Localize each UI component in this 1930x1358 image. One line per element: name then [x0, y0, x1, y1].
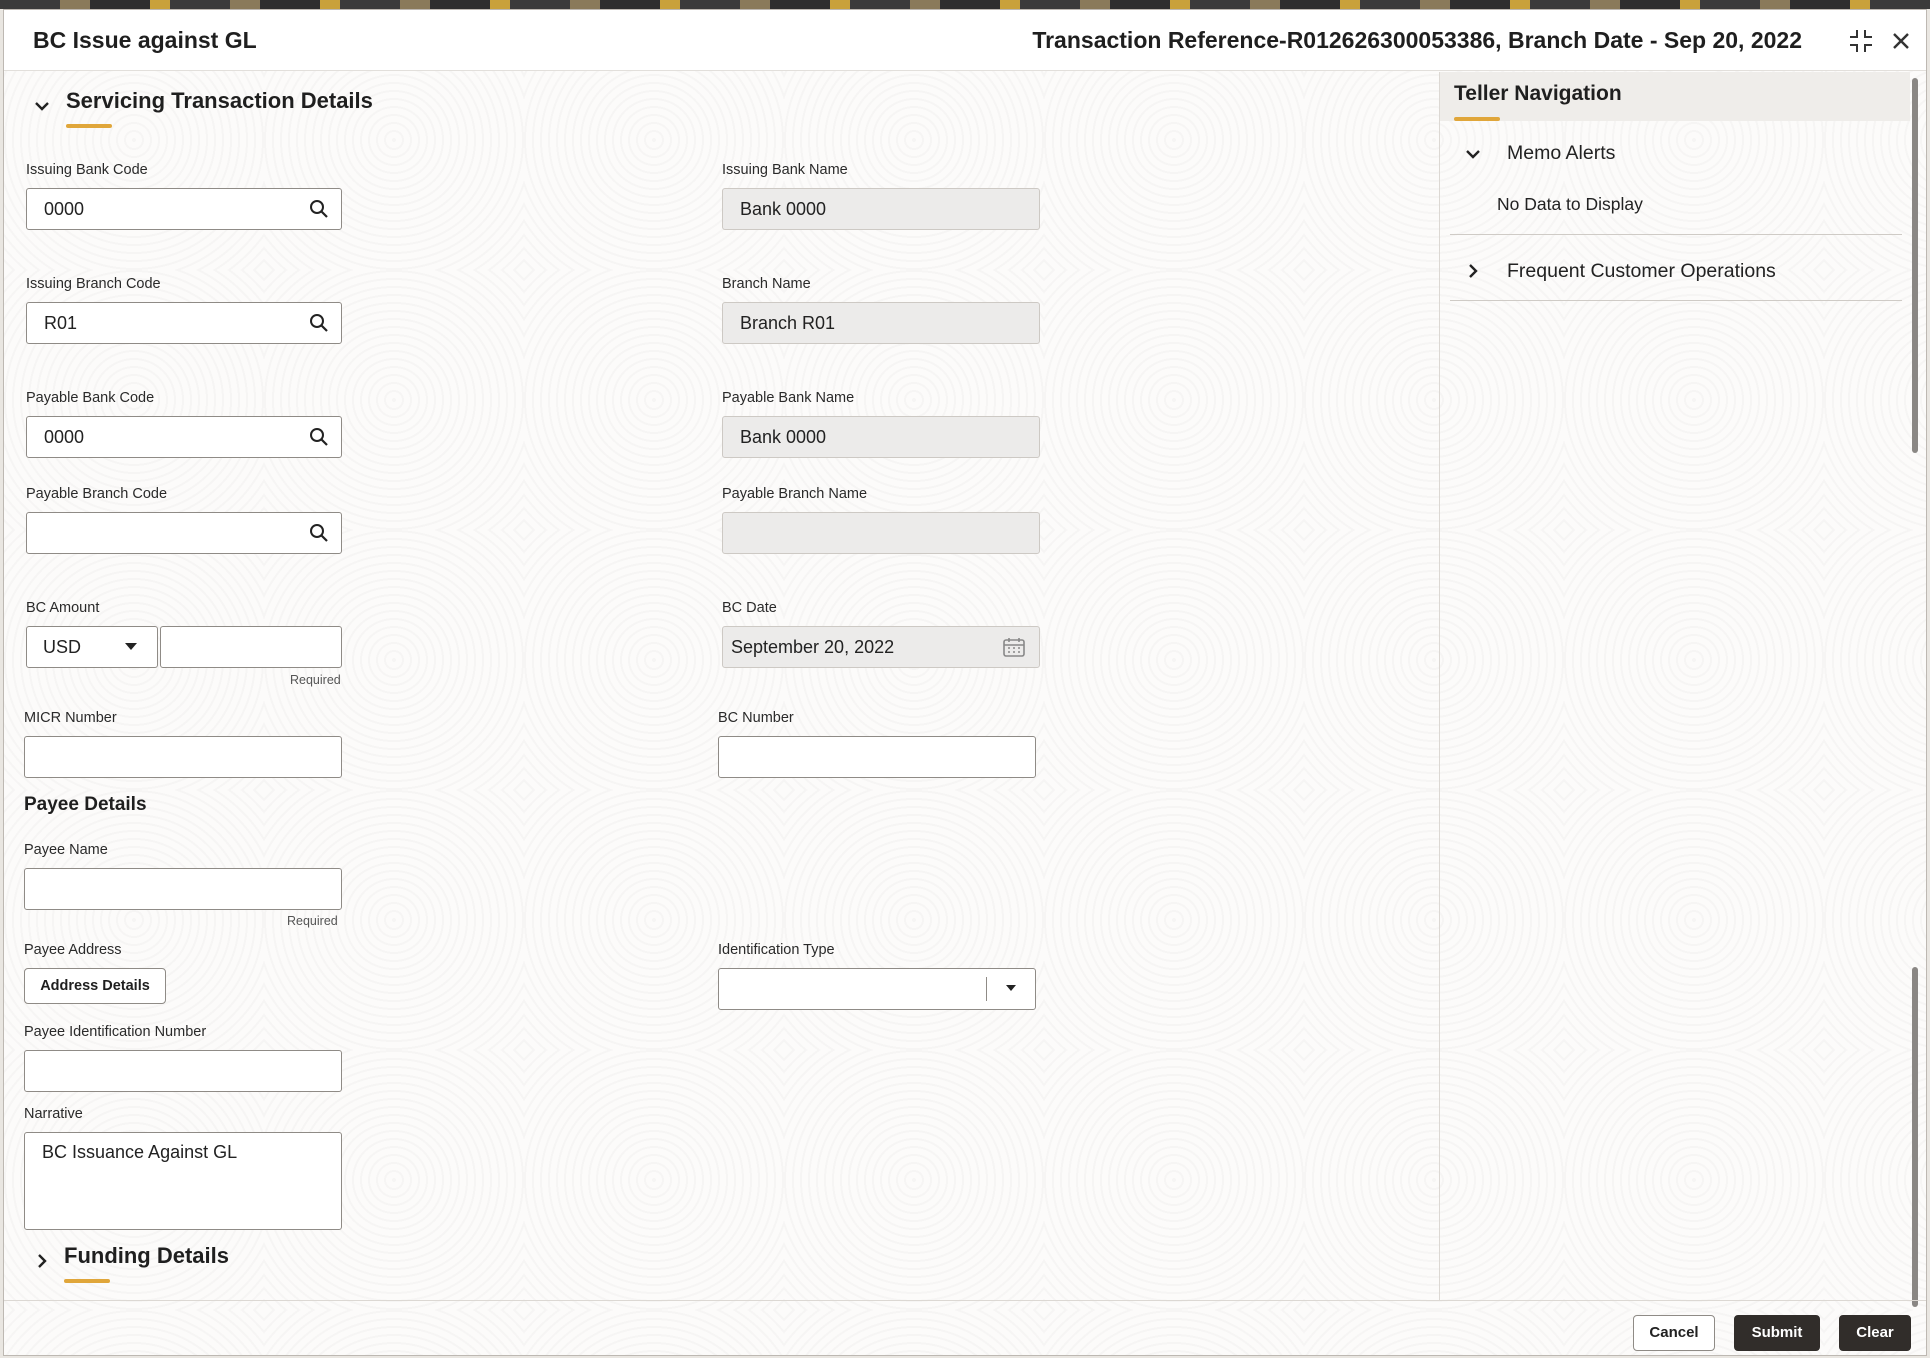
payable-bank-code-label: Payable Bank Code [26, 390, 155, 406]
bc-date-field [722, 626, 1040, 668]
teller-navigation-panel [1439, 72, 1920, 1300]
currency-select[interactable] [26, 626, 158, 668]
frequent-customer-operations-header[interactable]: Frequent Customer Operations [1507, 260, 1776, 282]
payable-bank-name-label: Payable Bank Name [722, 390, 855, 406]
bc-number-input[interactable] [718, 736, 1036, 778]
branch-name-field [722, 302, 1040, 344]
chevron-down-icon[interactable] [31, 95, 53, 117]
micr-number-input[interactable] [24, 736, 342, 778]
bc-issue-dialog [3, 9, 1927, 1356]
bc-number-label: BC Number [718, 710, 794, 726]
scrollbar-thumb-top[interactable] [1912, 78, 1918, 453]
funding-underline [64, 1279, 110, 1283]
issuing-bank-name-value: Bank 0000 [740, 199, 827, 219]
narrative-textarea[interactable] [24, 1132, 342, 1230]
scrollbar[interactable] [1909, 72, 1921, 1312]
payee-name-required: Required [287, 914, 338, 928]
payable-bank-code-value: 0000 [44, 427, 85, 447]
memo-alerts-header[interactable]: Memo Alerts [1507, 142, 1616, 164]
bc-date-label: BC Date [722, 600, 777, 616]
issuing-bank-name-label: Issuing Bank Name [722, 162, 848, 178]
search-icon[interactable] [309, 313, 329, 333]
scrollbar-thumb-bottom[interactable] [1912, 967, 1918, 1307]
top-background-strip [0, 0, 1930, 9]
select-divider [986, 977, 987, 1001]
chevron-down-icon[interactable] [1462, 143, 1484, 165]
bc-amount-required: Required [290, 673, 341, 687]
payable-bank-name-value: Bank 0000 [740, 427, 827, 447]
bc-date-value: September 20, 2022 [731, 637, 895, 657]
payee-details-heading: Payee Details [24, 794, 147, 815]
search-icon[interactable] [309, 199, 329, 219]
issuing-branch-code-label: Issuing Branch Code [26, 276, 161, 292]
payee-identification-number-label: Payee Identification Number [24, 1024, 207, 1040]
payable-branch-code-input[interactable] [26, 512, 342, 554]
narrative-value: BC Issuance Against GL [42, 1142, 238, 1162]
chevron-right-icon[interactable] [1462, 260, 1484, 282]
bc-amount-label: BC Amount [26, 600, 100, 616]
payable-branch-name-field [722, 512, 1040, 554]
payee-name-label: Payee Name [24, 842, 108, 858]
payee-identification-number-input[interactable] [24, 1050, 342, 1092]
branch-name-value: Branch R01 [740, 313, 836, 333]
transaction-reference: Transaction Reference-R012626300053386, Branch Date - Sep 20, 2022 [1032, 27, 1802, 53]
identification-type-select[interactable] [718, 968, 1036, 1010]
section-underline [66, 124, 112, 128]
dialog-footer [4, 1300, 1926, 1358]
payee-address-label: Payee Address [24, 942, 122, 958]
side-divider [1450, 300, 1902, 301]
payable-branch-code-label: Payable Branch Code [26, 486, 168, 502]
issuing-bank-code-label: Issuing Bank Code [26, 162, 148, 178]
issuing-branch-code-input[interactable] [26, 302, 342, 344]
funding-details-title[interactable]: Funding Details [64, 1243, 229, 1268]
issuing-bank-code-input[interactable] [26, 188, 342, 230]
calendar-icon[interactable] [1003, 637, 1025, 657]
dialog-title: BC Issue against GL [33, 27, 257, 53]
payee-name-input[interactable] [24, 868, 342, 910]
side-divider [1450, 234, 1902, 235]
chevron-right-icon[interactable] [31, 1250, 53, 1272]
identification-type-label: Identification Type [718, 942, 835, 958]
search-icon[interactable] [309, 427, 329, 447]
branch-name-label: Branch Name [722, 276, 811, 292]
cancel-button[interactable]: Cancel [1633, 1315, 1715, 1351]
dialog-header [4, 10, 1926, 71]
caret-down-icon [125, 643, 137, 651]
issuing-bank-name-field [722, 188, 1040, 230]
issuing-branch-code-value: R01 [44, 313, 78, 333]
address-details-button[interactable]: Address Details [24, 968, 166, 1004]
caret-down-icon [1006, 985, 1016, 992]
payable-bank-code-input[interactable] [26, 416, 342, 458]
minimize-icon[interactable] [1848, 28, 1874, 54]
payable-branch-name-label: Payable Branch Name [722, 486, 868, 502]
close-icon[interactable] [1888, 28, 1914, 54]
bc-amount-input[interactable] [160, 626, 342, 668]
payable-bank-name-field [722, 416, 1040, 458]
clear-button[interactable]: Clear [1839, 1315, 1911, 1351]
submit-button[interactable]: Submit [1734, 1315, 1820, 1351]
micr-number-label: MICR Number [24, 710, 117, 726]
section-title: Servicing Transaction Details [66, 88, 373, 113]
side-underline [1454, 117, 1500, 121]
no-data-message: No Data to Display [1497, 194, 1643, 214]
search-icon[interactable] [309, 523, 329, 543]
side-title: Teller Navigation [1454, 82, 1622, 105]
issuing-bank-code-value: 0000 [44, 199, 85, 219]
narrative-label: Narrative [24, 1106, 83, 1122]
currency-value: USD [43, 637, 82, 657]
